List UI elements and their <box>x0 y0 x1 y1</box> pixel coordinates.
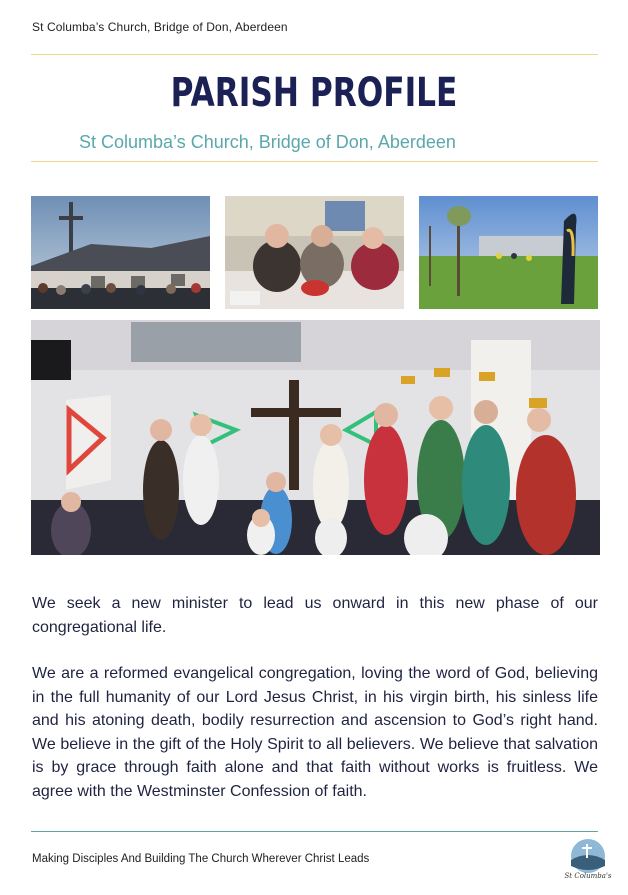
church-exterior-photo <box>31 196 210 309</box>
footer-divider <box>31 831 598 832</box>
footer-tagline: Making Disciples And Building The Church Wherever Christ Leads <box>32 853 370 865</box>
page-title: PARISH PROFILE <box>170 70 458 116</box>
header-divider <box>31 54 598 55</box>
tree-planting-photo <box>419 196 598 309</box>
congregation-table-photo <box>225 196 404 309</box>
intro-paragraph: We seek a new minister to lead us onward in this new phase of our congregational life. <box>32 595 598 636</box>
church-logo-text: St Columba's <box>564 872 612 880</box>
nativity-play-photo <box>31 320 600 555</box>
church-logo <box>562 838 614 888</box>
page-header: St Columba’s Church, Bridge of Don, Aberdeen <box>32 20 288 34</box>
subtitle-divider <box>31 161 598 162</box>
beliefs-paragraph: We are a reformed evangelical congregation, loving the word of God, believing in the full humanity of our Lord Jesus Christ, in his virgin birth, his sinless life and his atoning death, bodily resurrection and ascension to God’s right hand. We believe in the gift of the Holy Spirit to all believers. We believe that salvation is by grace through faith alone and that faith without works is fruitless. We agree with the Westminster Confession of faith. <box>32 665 598 800</box>
page-subtitle: St Columba’s Church, Bridge of Don, Aberdeen <box>79 132 456 152</box>
